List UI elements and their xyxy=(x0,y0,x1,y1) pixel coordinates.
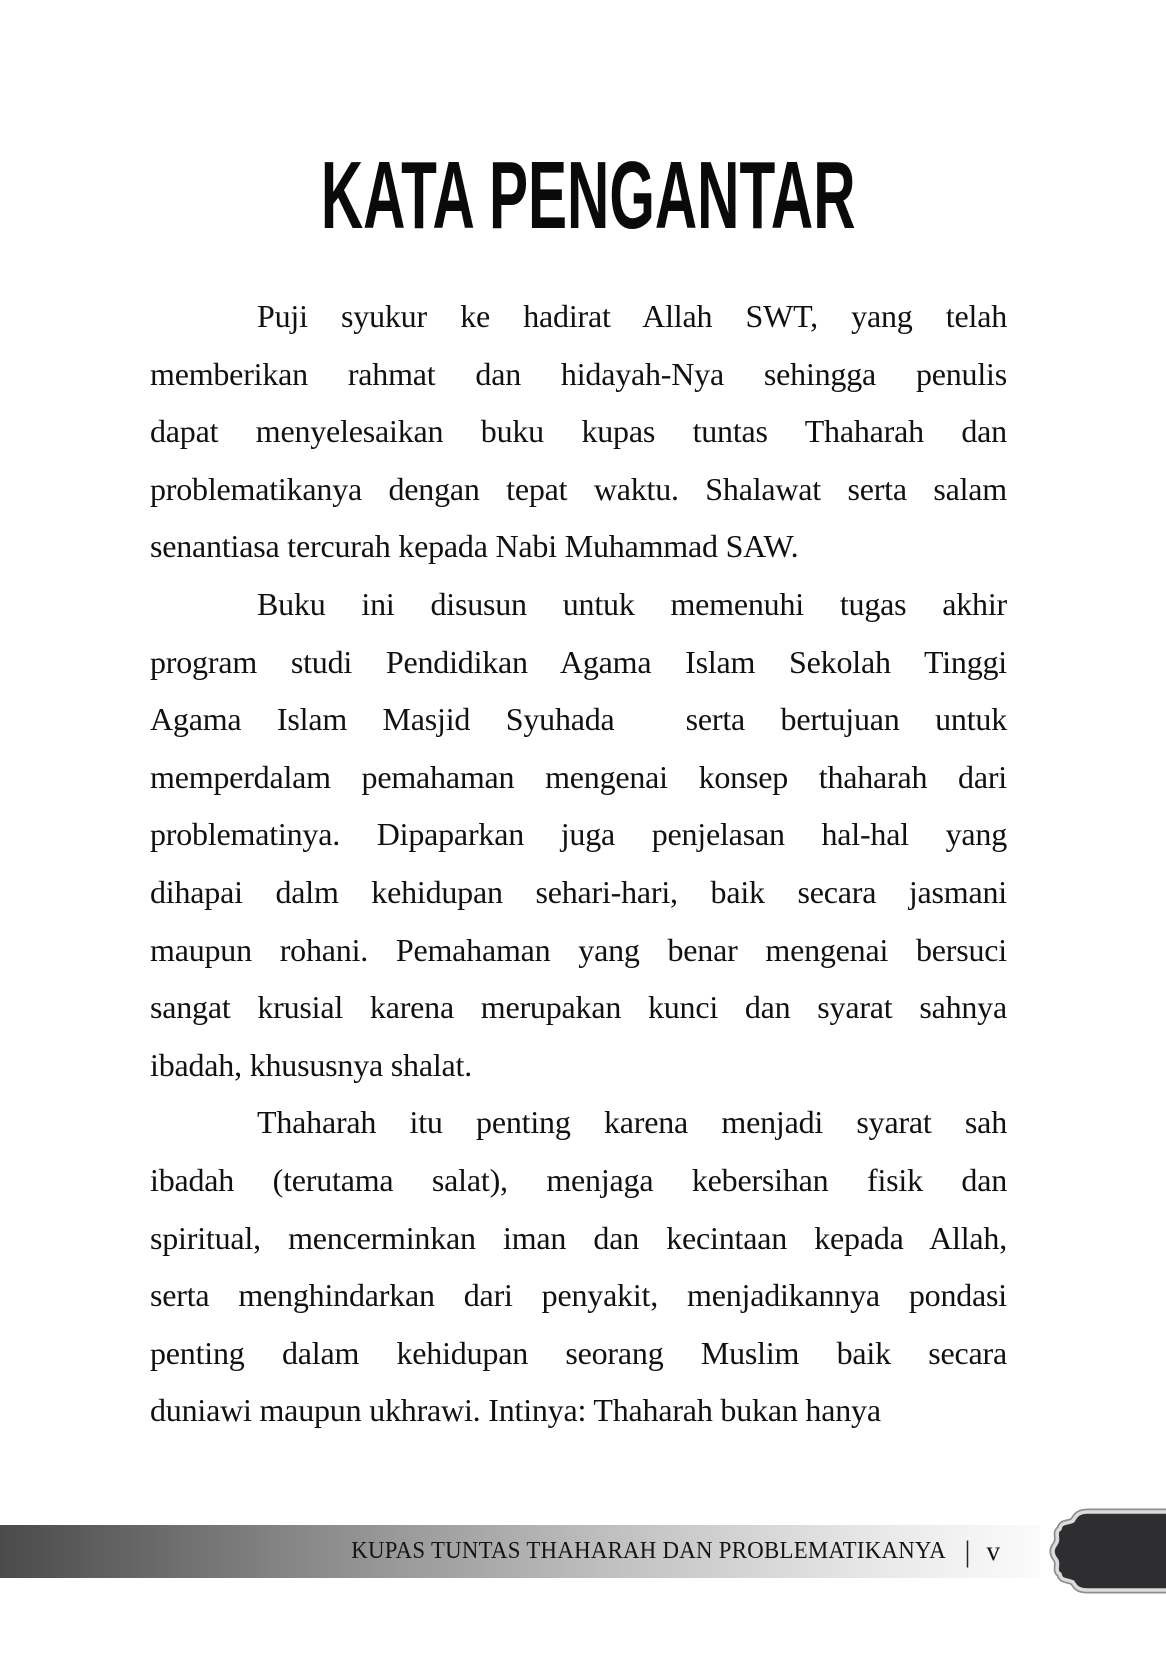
corner-ornament-icon xyxy=(1048,1508,1166,1594)
footer-separator: | xyxy=(964,1534,971,1568)
text-line: serta menghindarkan dari penyakit, menjadikannya pondasi xyxy=(150,1277,1007,1314)
text-line: ibadah, khususnya shalat. xyxy=(150,1046,473,1083)
text-line: Thaharah itu penting karena menjadi syarat sah xyxy=(257,1104,1007,1141)
footer-page-number: v xyxy=(986,1536,1000,1566)
text-line: dihapai dalm kehidupan sehari-hari, baik secara jasmani xyxy=(150,873,1007,910)
text-line: memperdalam pemahaman mengenai konsep thaharah dari xyxy=(150,758,1007,795)
page-title xyxy=(150,142,1007,249)
body-text xyxy=(150,288,1007,1440)
text-line: Buku ini disusun untuk memenuhi tugas akhir xyxy=(257,585,1007,622)
page-title-text: KATA PENGANTAR xyxy=(320,142,856,249)
text-line: Puji syukur ke hadirat Allah SWT, yang telah xyxy=(257,298,1007,334)
paragraph xyxy=(150,288,1007,576)
text-line: problematikanya dengan tepat waktu. Shalawat serta salam xyxy=(150,470,1007,507)
text-line: maupun rohani. Pemahaman yang benar mengenai bersuci xyxy=(150,931,1007,968)
text-line: ibadah (terutama salat), menjaga kebersihan fisik dan xyxy=(150,1161,1007,1198)
text-line: duniawi maupun ukhrawi. Intinya: Thaharah bukan hanya xyxy=(150,1392,881,1429)
paragraph xyxy=(150,1094,1007,1440)
text-line: dapat menyelesaikan buku kupas tuntas Thaharah dan xyxy=(150,413,1007,450)
text-line: sangat krusial karena merupakan kunci dan syarat sahnya xyxy=(150,989,1007,1026)
text-line: senantiasa tercurah kepada Nabi Muhammad SAW. xyxy=(150,528,799,565)
text-line: problematinya. Dipaparkan juga penjelasan hal-hal yang xyxy=(150,816,1007,853)
footer-running-title: KUPAS TUNTAS THAHARAH DAN PROBLEMATIKANYA xyxy=(351,1538,947,1564)
footer-bar xyxy=(0,1525,1040,1578)
text-line: spiritual, mencerminkan iman dan kecintaan kepada Allah, xyxy=(150,1219,1007,1256)
text-line: program studi Pendidikan Agama Islam Sekolah Tinggi xyxy=(150,643,1007,680)
text-line: memberikan rahmat dan hidayah-Nya sehingga penulis xyxy=(150,355,1007,392)
text-line: Agama Islam Masjid Syuhada serta bertujuan untuk xyxy=(150,701,1007,738)
text-line: penting dalam kehidupan seorang Muslim baik secara xyxy=(150,1334,1007,1371)
paragraph xyxy=(150,576,1007,1094)
